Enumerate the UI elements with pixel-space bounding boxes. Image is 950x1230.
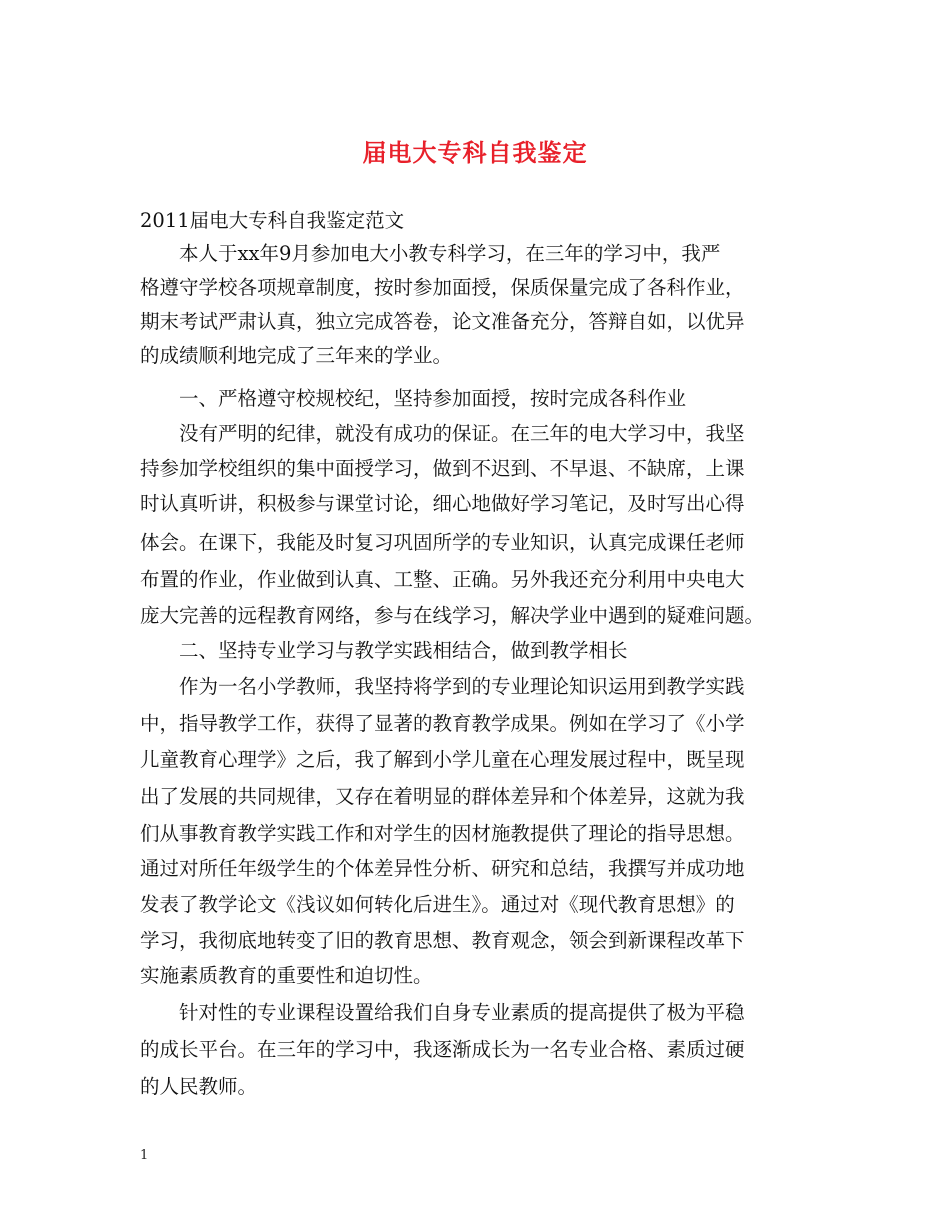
text-line: 的成长平台。在三年的学习中，我逐渐成长为一名专业合格、素质过硬 [140,1038,745,1061]
text-line: 发表了教学论文《浅议如何转化后进生》。通过对《现代教育思想》的 [140,893,735,916]
text-line: 期末考试严肃认真，独立完成答卷，论文准备充分，答辩自如，以优异 [140,310,745,333]
text-line: 没有严明的纪律，就没有成功的保证。在三年的电大学习中，我坚 [140,422,745,445]
text-line: 庞大完善的远程教育网络，参与在线学习，解决学业中遇到的疑难问题。 [140,604,765,627]
text-line: 学习，我彻底地转变了旧的教育思想、教育观念，领会到新课程改革下 [140,929,745,952]
text-line: 实施素质教育的重要性和迫切性。 [140,964,433,987]
text-line: 体会。在课下，我能及时复习巩固所学的专业知识，认真完成课任老师 [140,531,745,554]
text-line: 持参加学校组织的集中面授学习，做到不迟到、不早退、不缺席，上课 [140,457,745,480]
text-line: 的成绩顺利地完成了三年来的学业。 [140,344,453,367]
text-line: 们从事教育教学实践工作和对学生的因材施教提供了理论的指导思想。 [140,822,745,845]
text-line: 2011届电大专科自我鉴定范文 [140,209,405,232]
text-line: 通过对所任年级学生的个体差异性分析、研究和总结，我撰写并成功地 [140,857,745,880]
page-number: 1 [140,1148,149,1163]
text-line: 作为一名小学教师，我坚持将学到的专业理论知识运用到教学实践 [140,675,745,698]
text-line: 出了发展的共同规律，又存在着明显的群体差异和个体差异，这就为我 [140,785,745,808]
text-line: 格遵守学校各项规章制度，按时参加面授，保质保量完成了各科作业， [140,276,745,299]
section-heading: 二、坚持专业学习与教学实践相结合，做到教学相长 [140,639,628,662]
section-heading: 一、严格遵守校规校纪，坚持参加面授，按时完成各科作业 [140,387,687,410]
document-title: 届电大专科自我鉴定 [362,138,588,167]
text-line: 布置的作业，作业做到认真、工整、正确。另外我还充分利用中央电大 [140,568,745,591]
text-line: 的人民教师。 [140,1075,258,1098]
text-line: 儿童教育心理学》之后，我了解到小学儿童在心理发展过程中，既呈现 [140,748,745,771]
text-line: 中，指导教学工作，获得了显著的教育教学成果。例如在学习了《小学 [140,712,745,735]
text-line: 时认真听讲，积极参与课堂讨论，细心地做好学习笔记，及时写出心得 [140,492,745,515]
text-line: 本人于xx年9月参加电大小教专科学习，在三年的学习中，我严 [140,242,721,265]
text-line: 针对性的专业课程设置给我们自身专业素质的提高提供了极为平稳 [140,1001,745,1024]
